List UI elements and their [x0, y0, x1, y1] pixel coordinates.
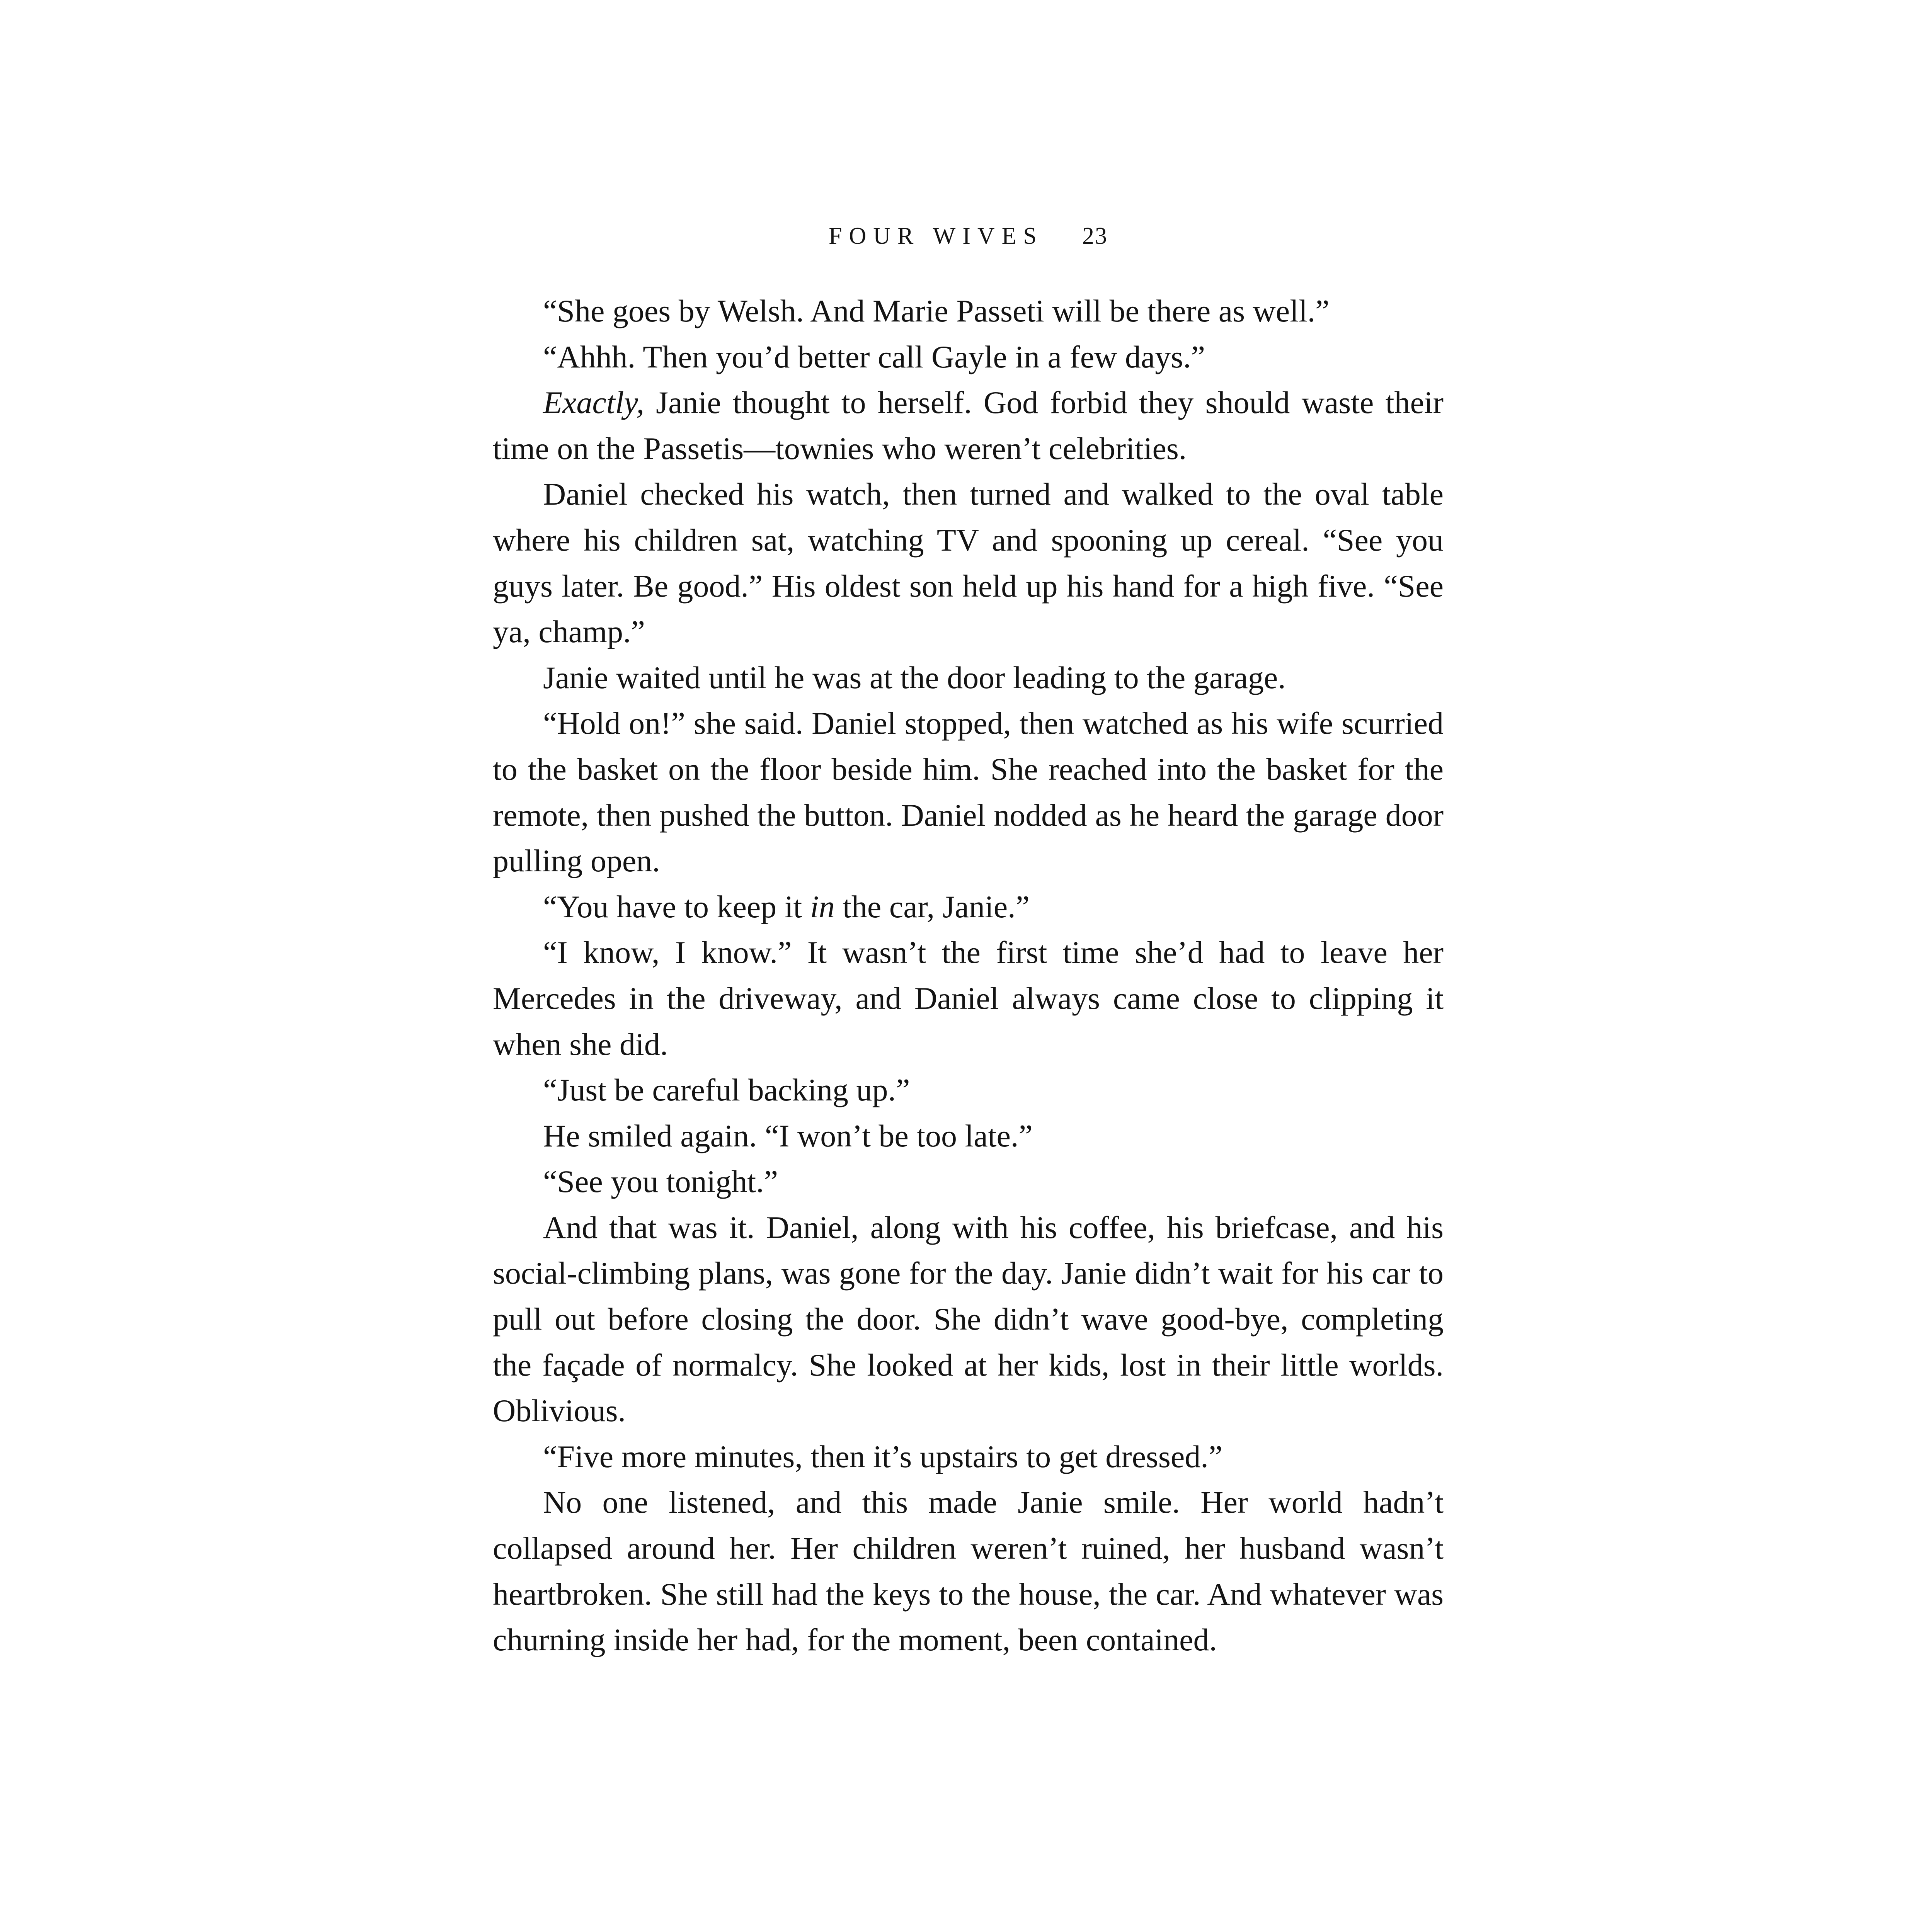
paragraph [493, 1113, 1444, 1159]
paragraph [493, 380, 1444, 471]
paragraph-text: “I know, I know.” It wasn’t the first time she’d had to leave her Mercedes in the driveway, and Daniel always came close to clipping it when she did. [493, 935, 1444, 1062]
paragraph [493, 701, 1444, 884]
paragraph-text: “You have to keep it [543, 889, 810, 924]
paragraph [493, 1159, 1444, 1205]
paragraph [493, 930, 1444, 1067]
page-number: 23 [1082, 223, 1108, 249]
paragraph-text: Janie waited until he was at the door leading to the garage. [543, 660, 1286, 695]
paragraph [493, 1434, 1444, 1480]
paragraph-text: “See you tonight.” [543, 1164, 778, 1199]
emphasis-text: in [810, 889, 835, 924]
paragraph-text: Janie thought to herself. God forbid they should waste their time on the Passetis—townies who weren’t celebrities. [493, 385, 1444, 466]
body-text [493, 288, 1444, 1663]
paragraph [493, 288, 1444, 334]
paragraph [493, 1480, 1444, 1663]
paragraph [493, 1205, 1444, 1434]
paragraph [493, 1067, 1444, 1113]
emphasis-text: Exactly, [543, 385, 644, 420]
paragraph-text: “She goes by Welsh. And Marie Passeti will be there as well.” [543, 293, 1330, 328]
paragraph-text: He smiled again. “I won’t be too late.” [543, 1118, 1033, 1153]
paragraph-text: the car, Janie.” [834, 889, 1030, 924]
paragraph [493, 334, 1444, 380]
running-head-title: FOUR WIVES [828, 223, 1044, 249]
paragraph-text: “Five more minutes, then it’s upstairs to get dressed.” [543, 1439, 1223, 1474]
paragraph-text: “Hold on!” she said. Daniel stopped, then watched as his wife scurried to the basket on the floor beside him. She reached into the basket for the remote, then pushed the button. Daniel nodded as he heard the garage door pulling open. [493, 706, 1444, 879]
paragraph [493, 884, 1444, 930]
paragraph [493, 471, 1444, 655]
paragraph [493, 655, 1444, 701]
paragraph-text: “Ahhh. Then you’d better call Gayle in a few days.” [543, 339, 1205, 374]
paragraph-text: Daniel checked his watch, then turned and walked to the oval table where his children sat, watching TV and spooning up cereal. “See you guys later. Be good.” His oldest son held up his hand for a high five. “See ya, champ.” [493, 476, 1444, 650]
paragraph-text: No one listened, and this made Janie smile. Her world hadn’t collapsed around her. Her children weren’t ruined, her husband wasn’t heartbroken. She still had the keys to the house, the car. And whatever was churning inside her had, for the moment, been contained. [493, 1485, 1444, 1658]
paragraph-text: And that was it. Daniel, along with his coffee, his briefcase, and his social-climbing plans, was gone for the day. Janie didn’t wait for his car to pull out before closing the door. She didn’t wave good-bye, completing the façade of normalcy. She looked at her kids, lost in their little worlds. Oblivious. [493, 1209, 1444, 1429]
paragraph-text: “Just be careful backing up.” [543, 1072, 910, 1108]
running-head [493, 219, 1444, 253]
